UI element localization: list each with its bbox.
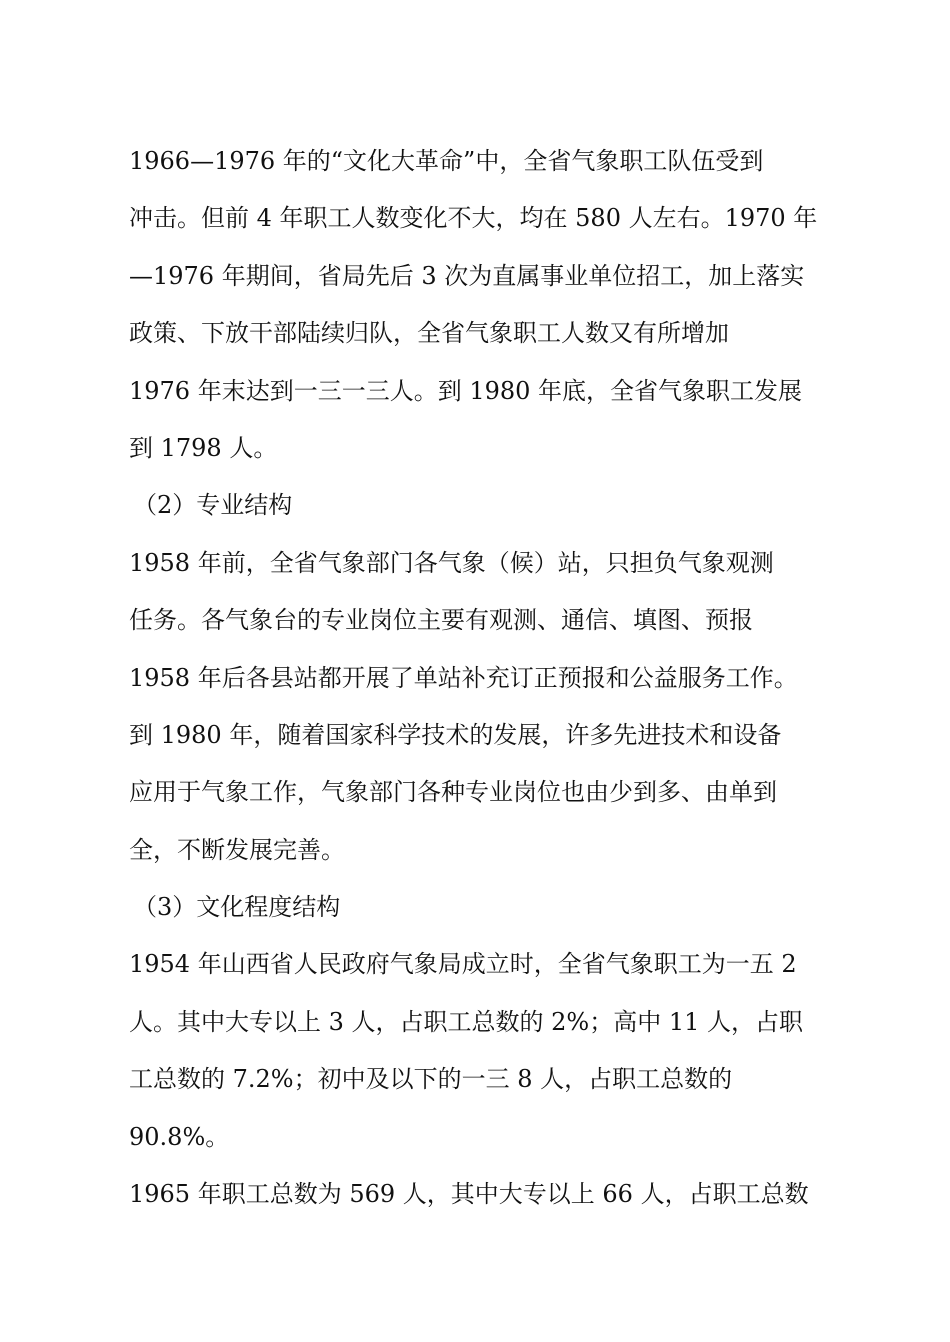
text-line: 任务。各气象台的专业岗位主要有观测、通信、填图、预报 [129,606,753,635]
text-line: 1976 年末达到一三一三人。到 1980 年底，全省气象职工发展 [129,376,803,405]
text-line: 全，不断发展完善。 [129,835,345,864]
text-line: 1958 年后各县站都开展了单站补充订正预报和公益服务工作。 [129,663,798,692]
text-line: 冲击。但前 4 年职工人数变化不大，均在 580 人左右。1970 年 [129,204,818,233]
text-line: 到 1798 人。 [129,433,278,462]
text-line: 1954 年山西省人民政府气象局成立时，全省气象职工为一五 2 [129,950,797,979]
section-heading: （2）专业结构 [133,491,293,520]
text-line: 人。其中大专以上 3 人，占职工总数的 2%；高中 11 人，占职 [129,1007,804,1036]
text-line: 政策、下放干部陆续归队，全省气象职工人数又有所增加 [129,319,729,348]
document-body [129,133,829,1223]
text-line: 1966—1976 年的“文化大革命”中，全省气象职工队伍受到 [129,147,764,175]
text-line: 1965 年职工总数为 569 人，其中大专以上 66 人，占职工总数 [129,1180,809,1209]
text-line: 应用于气象工作，气象部门各种专业岗位也由少到多、由单到 [129,778,777,807]
text-line: —1976 年期间，省局先后 3 次为直属事业单位招工，加上落实 [129,261,805,290]
section-heading: （3）文化程度结构 [133,893,341,922]
text-line: 90.8%。 [129,1122,230,1151]
text-line: 1958 年前，全省气象部门各气象（候）站，只担负气象观测 [129,548,774,577]
text-line: 工总数的 7.2%；初中及以下的一三 8 人，占职工总数的 [129,1065,733,1094]
text-line: 到 1980 年，随着国家科学技术的发展，许多先进技术和设备 [129,720,782,749]
